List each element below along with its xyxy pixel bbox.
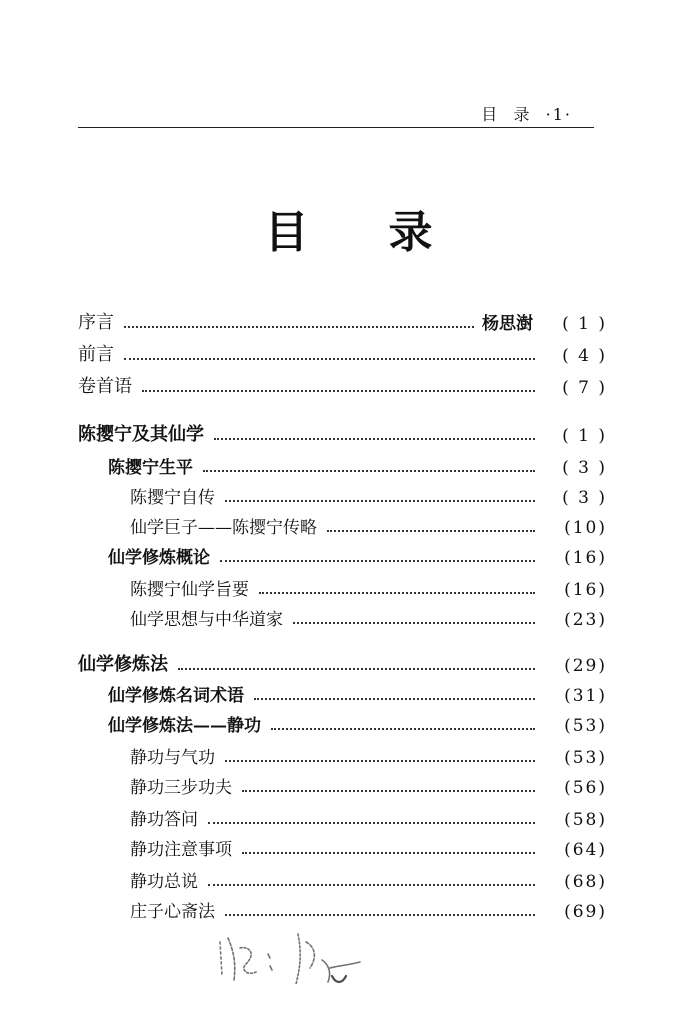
toc-entry-label: 陈撄宁及其仙学 [78,424,204,445]
toc-entry[interactable] [130,802,607,830]
toc-entry-label: 静功与气功 [130,748,215,768]
toc-entry-label: 仙学修炼概论 [108,548,210,568]
toc-entry-page: ( 7 ) [562,378,607,398]
toc-entry-page: (56) [564,778,607,798]
toc-entry-page: (64) [564,840,607,860]
toc-entry-label: 静功答问 [130,810,198,830]
toc-section-chen-yingning[interactable] [78,418,607,446]
toc-entry-label: 静功注意事项 [130,840,232,860]
toc-section-practice[interactable] [78,648,607,676]
toc-entry-label: 陈撄宁生平 [108,458,193,478]
toc-entry-label: 庄子心斋法 [130,902,215,922]
toc-entry-page: (53) [564,748,607,768]
toc-entry-page: (69) [564,902,607,922]
leader-dots [203,469,535,472]
leader-dots [225,759,535,762]
toc-entry[interactable] [130,894,607,922]
toc-entry-label: 陈撄宁仙学旨要 [130,580,249,600]
leader-dots [220,559,535,562]
toc-entry-page: (31) [564,686,607,706]
toc-entry-page: (68) [564,872,607,892]
leader-dots [208,883,535,886]
toc-entry-label: 仙学思想与中华道家 [130,610,283,630]
toc-entry-label: 仙学修炼法——静功 [108,716,261,736]
toc-entry-page: (58) [564,810,607,830]
toc-entry-page: ( 1 ) [562,426,607,446]
leader-dots [225,913,535,916]
leader-dots [142,389,535,392]
toc-entry-page: (23) [564,610,607,630]
toc-entry[interactable] [130,770,607,798]
handwritten-signature [210,924,370,994]
toc-entry-page: ( 3 ) [562,488,607,508]
toc-entry[interactable] [130,480,607,508]
toc-entry-page: (29) [564,656,607,676]
leader-dots [293,621,535,624]
toc-entry-author: 杨思澍 [482,314,533,334]
toc-entry[interactable] [108,540,607,568]
leader-dots [242,851,535,854]
toc-entry-page: ( 4 ) [562,346,607,366]
toc-entry-preface[interactable] [78,306,607,334]
leader-dots [208,821,535,824]
toc-entry[interactable] [108,678,607,706]
leader-dots [254,697,535,700]
toc-entry-label: 序言 [78,312,114,333]
toc-entry-label: 仙学修炼名词术语 [108,686,244,706]
toc-entry-page: (16) [564,580,607,600]
toc-entry[interactable] [130,864,607,892]
leader-dots [259,591,535,594]
toc-entry-label: 卷首语 [78,376,132,397]
leader-dots [225,499,535,502]
toc-entry-label: 静功总说 [130,872,198,892]
toc-entry-foreword[interactable] [78,338,607,366]
leader-dots [271,727,535,730]
toc-entry-label: 仙学巨子——陈撄宁传略 [130,518,317,538]
toc-entry[interactable] [108,450,607,478]
toc-entry[interactable] [108,708,607,736]
toc-entry-opening-words[interactable] [78,370,607,398]
toc-entry-page: ( 3 ) [562,458,607,478]
page-title: 目录 [264,207,513,258]
leader-dots [178,667,535,670]
toc-entry-label: 静功三步功夫 [130,778,232,798]
toc-entry-page: (10) [564,518,607,538]
toc-entry[interactable] [130,740,607,768]
toc-entry-label: 陈撄宁自传 [130,488,215,508]
toc-entry[interactable] [130,510,607,538]
toc-entry[interactable] [130,602,607,630]
leader-dots [242,789,535,792]
toc-entry-label: 仙学修炼法 [78,654,168,675]
toc-entry-page: (53) [564,716,607,736]
toc-entry-page: ( 1 ) [562,314,607,334]
toc-entry[interactable] [130,832,607,860]
running-title: 目 录 ·1· [481,105,572,124]
leader-dots [214,437,535,440]
toc-entry[interactable] [130,572,607,600]
leader-dots [124,357,535,360]
leader-dots [327,529,535,532]
toc-entry-label: 前言 [78,344,114,365]
toc-entry-page: (16) [564,548,607,568]
leader-dots [124,325,474,328]
